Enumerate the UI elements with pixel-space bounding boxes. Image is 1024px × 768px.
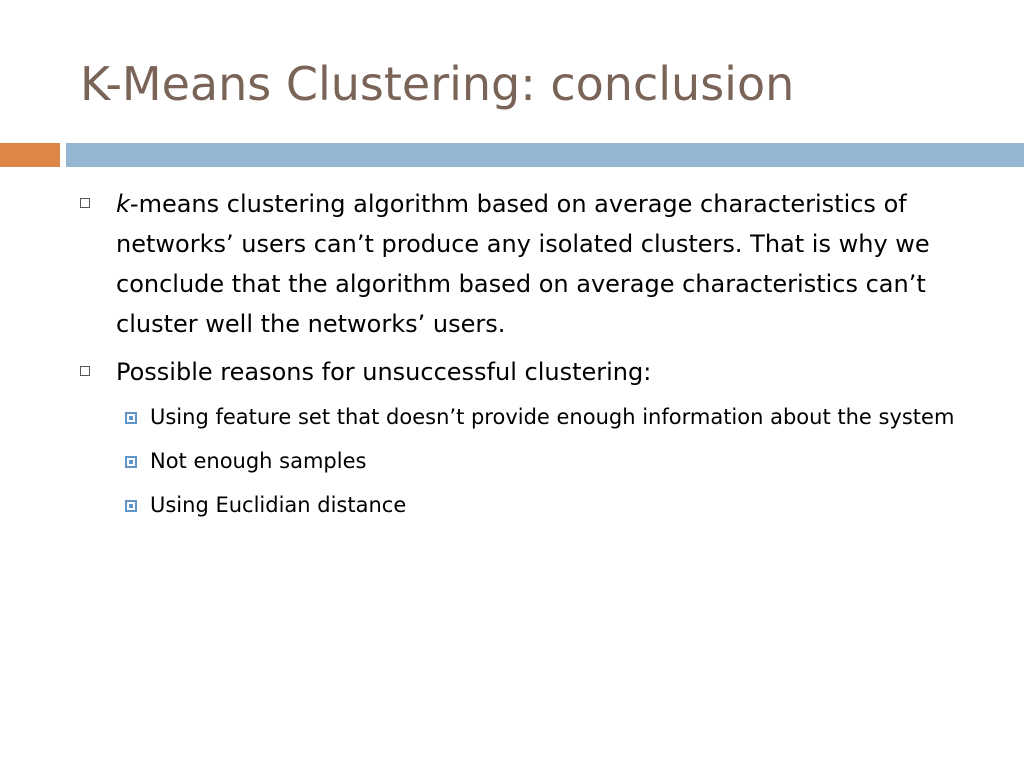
filled-square-bullet-icon xyxy=(125,500,137,512)
bullet-item xyxy=(80,352,960,392)
bullet-item xyxy=(80,184,960,344)
bullet-text: Possible reasons for unsuccessful clustering: xyxy=(116,358,652,386)
slide-title: K-Means Clustering: conclusion xyxy=(80,57,795,111)
square-bullet-icon xyxy=(80,366,90,376)
sub-bullet-text: Using feature set that doesn’t provide enough information about the system xyxy=(150,405,955,429)
bullet-text: -means clustering algorithm based on average characteristics of networks’ users can’t produce any isolated clusters. That is why we conclude that the algorithm based on average characteristics can’t cluster well the networks’ users. xyxy=(116,190,930,338)
sub-bullet-text: Using Euclidian distance xyxy=(150,493,407,517)
filled-square-bullet-icon xyxy=(125,412,137,424)
bullet-italic-prefix: k xyxy=(116,190,130,218)
sub-bullet-item xyxy=(80,488,960,522)
square-bullet-icon xyxy=(80,198,90,208)
sub-bullet-text: Not enough samples xyxy=(150,449,367,473)
accent-bar-orange xyxy=(0,143,60,167)
filled-square-bullet-icon xyxy=(125,456,137,468)
accent-bar-blue xyxy=(66,143,1024,167)
sub-bullet-item xyxy=(80,400,960,434)
slide-content xyxy=(80,184,960,532)
sub-bullet-item xyxy=(80,444,960,478)
